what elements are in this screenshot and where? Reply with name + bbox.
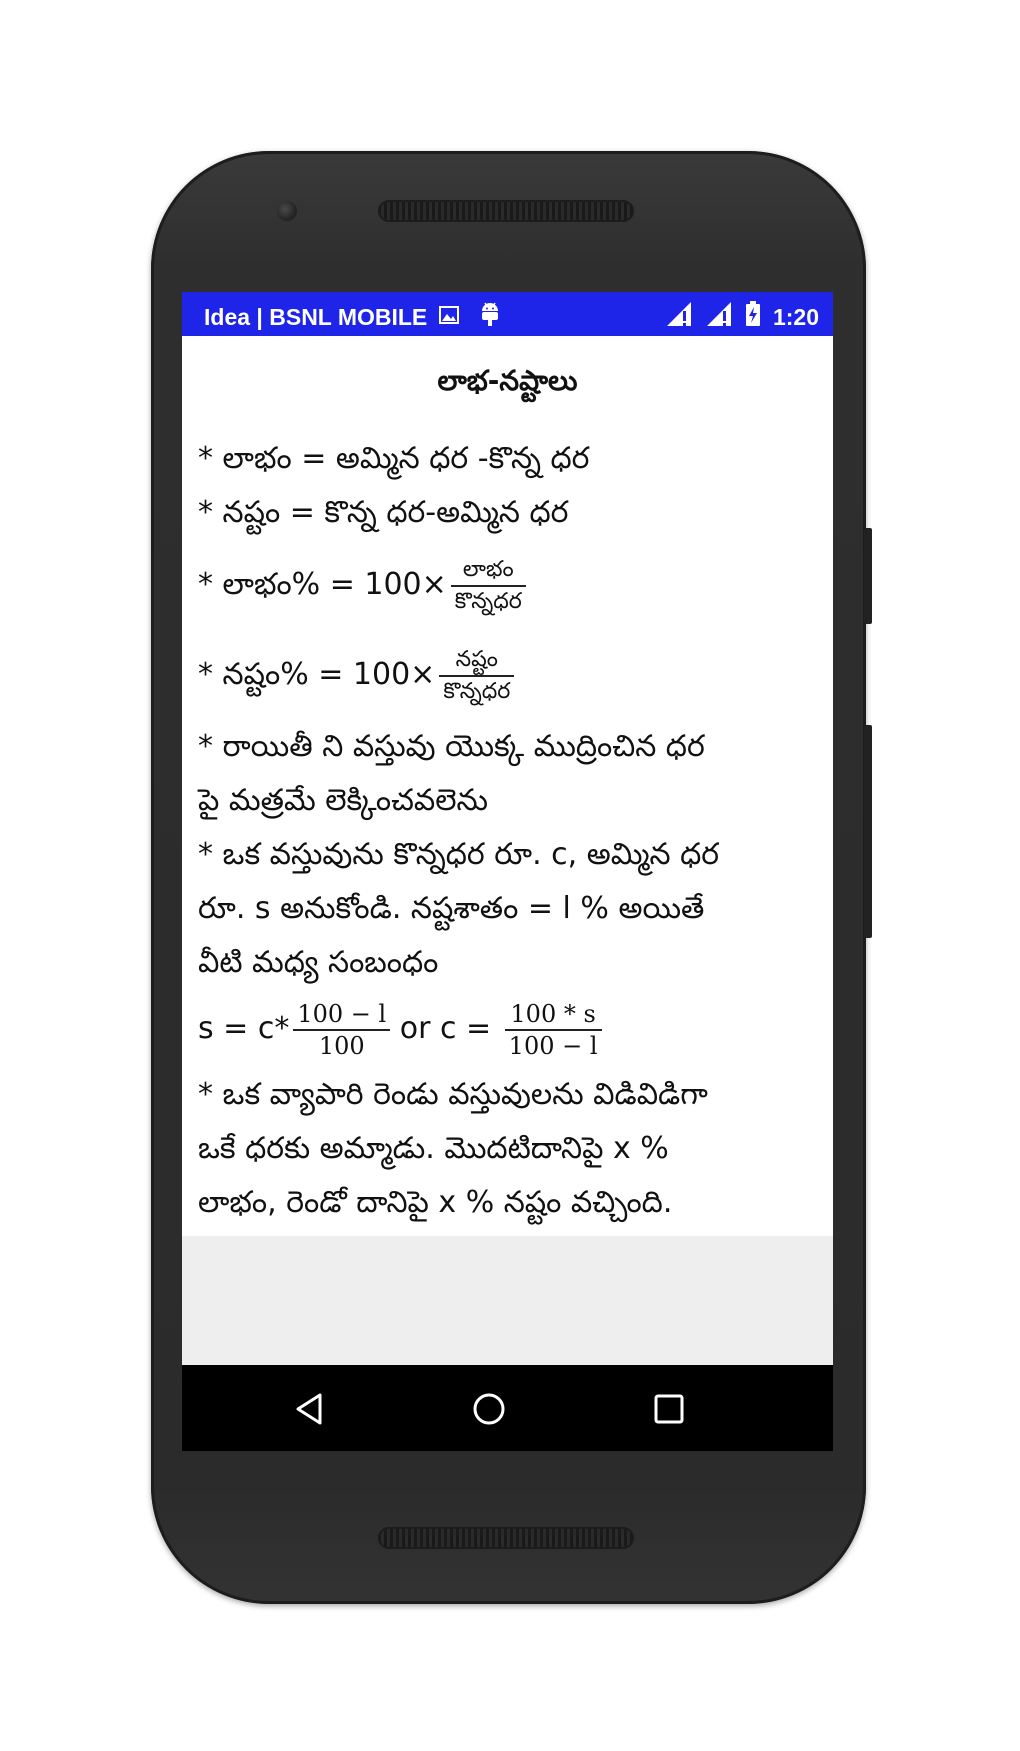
fraction-denominator: కొన్నధర	[443, 678, 511, 704]
fraction-denominator: కొన్నధర	[454, 588, 522, 614]
power-button	[864, 528, 872, 624]
text-line: * లాభం = అమ్మిన ధర -కొన్న ధర	[198, 441, 590, 476]
formula-line	[198, 540, 817, 630]
back-icon	[289, 1387, 333, 1431]
clock: 1:20	[772, 303, 819, 330]
formula-prefix: s = c*	[198, 1011, 290, 1046]
content-area[interactable]	[182, 336, 833, 1236]
phone-screen	[182, 292, 833, 1451]
android-icon	[479, 301, 501, 333]
formula-prefix: * నష్టం% = 100×	[198, 657, 436, 692]
home-button[interactable]	[467, 1387, 511, 1431]
formula-line	[198, 630, 817, 720]
fraction-numerator: 100 * s	[505, 999, 602, 1031]
fraction-numerator: నష్టం	[439, 645, 514, 677]
text-line: రూ. s అనుకోండి. నష్టశాతం = l % అయితే	[198, 891, 705, 926]
text-line: వీటి మధ్య సంబంధం	[198, 945, 439, 980]
fraction	[451, 555, 526, 617]
carrier-name: Idea | BSNL MOBILE	[204, 303, 428, 330]
signal-icon	[665, 301, 693, 333]
formula-line	[198, 990, 817, 1068]
fraction-numerator: 100 − l	[293, 999, 390, 1031]
text-line: * నష్టం = కొన్న ధర-అమ్మిన ధర	[198, 495, 569, 530]
text-line: పై మత్రమే లెక్కించవలెను	[198, 783, 488, 818]
bottom-speaker	[378, 1527, 634, 1549]
top-speaker	[378, 200, 634, 222]
front-camera	[277, 201, 297, 221]
fraction	[293, 999, 390, 1061]
image-icon	[439, 304, 459, 331]
text-line: * ఒక వ్యాపారి రెండు వస్తువులను విడివిడిగా	[198, 1077, 708, 1112]
formula-connector: or c =	[390, 1011, 501, 1046]
signal-icon	[705, 301, 733, 333]
page-title: లాభ-నష్టాలు	[437, 364, 578, 397]
formula-list	[182, 432, 833, 1230]
volume-button	[864, 725, 872, 938]
recents-button[interactable]	[647, 1387, 691, 1431]
fraction-denominator: 100	[318, 1031, 365, 1060]
status-bar	[182, 292, 833, 336]
back-button[interactable]	[289, 1387, 333, 1431]
fraction-denominator: 100 − l	[508, 1031, 598, 1060]
text-line: * ఒక వస్తువును కొన్నధర రూ. c, అమ్మిన ధర	[198, 837, 720, 872]
status-right	[653, 301, 819, 333]
recents-icon	[647, 1387, 691, 1431]
formula-prefix: * లాభం% = 100×	[198, 567, 447, 602]
home-icon	[467, 1387, 511, 1431]
fraction	[505, 999, 602, 1061]
status-left	[204, 301, 501, 333]
text-line: లాభం, రెండో దానిపై x % నష్టం వచ్చింది.	[198, 1185, 673, 1220]
text-line: ఒకే ధరకు అమ్మాడు. మొదటిదానిపై x %	[198, 1131, 669, 1166]
fraction	[439, 645, 514, 707]
navigation-bar	[182, 1365, 833, 1451]
fraction-numerator: లాభం	[451, 555, 526, 587]
text-line: * రాయితీ ని వస్తువు యొక్క ముద్రించిన ధర	[198, 729, 705, 764]
battery-charging-icon	[745, 301, 761, 333]
